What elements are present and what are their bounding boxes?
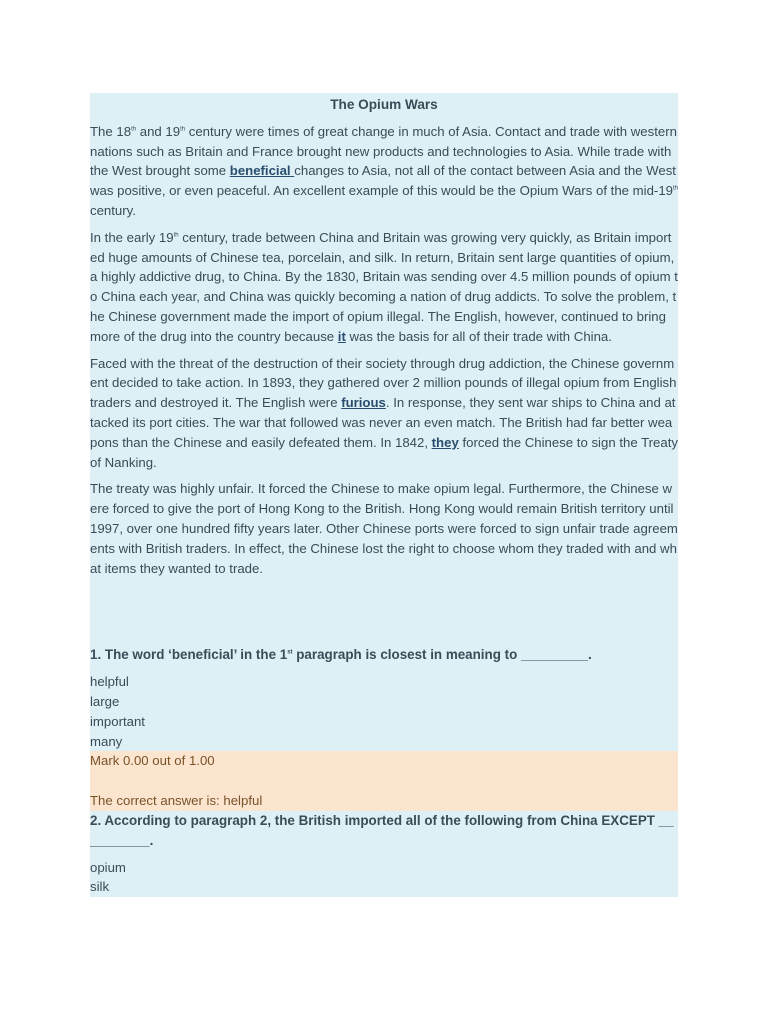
q1-mark: Mark 0.00 out of 1.00	[90, 753, 215, 769]
q2-option-silk[interactable]: silk	[90, 879, 110, 895]
q1-option-many[interactable]: many	[90, 733, 123, 749]
q1-option-large[interactable]: large	[90, 693, 120, 709]
keyword-it: it	[337, 328, 346, 344]
keyword-they: they	[431, 434, 459, 450]
section-gap	[90, 585, 678, 639]
paragraph-3: Faced with the threat of the destruction of their society through drug addiction, the Chinese government decided to take action. In 1893, they gathered over 2 million pounds of illegal opium from English traders and destroyed it. The English were furious. In response, they sent war ships to China and attacked its port cities. The war that followed was never an even match. The British had far better weapons than the Chinese and easily defeated them. In 1842, they forced the Chinese to sign the Treaty of Nanking.	[90, 355, 678, 470]
paragraph-2: In the early 19th century, trade between China and Britain was growing very quickly, as Britain imported huge amounts of Chinese tea, porcelain, and silk. In return, Britain sent large quantities of opium, a highly addictive drug, to China. By the 1830, Britain was sending over 4.5 million pounds of opium to China each year, and China was quickly becoming a nation of drug addicts. To solve the problem, the Chinese government made the import of opium illegal. The English, however, continued to bring more of the drug into the country because it was the basis for all of their trade with China.	[90, 229, 678, 344]
q1-feedback	[90, 751, 678, 811]
q2-option-opium[interactable]: opium	[90, 859, 126, 875]
question-2: 2. According to paragraph 2, the British imported all of the following from China EXCEPT __________.	[90, 812, 674, 848]
keyword-beneficial: beneficial	[229, 163, 295, 179]
question-1: 1. The word ‘beneficial’ in the 1st paragraph is closest in meaning to _________.	[90, 647, 592, 663]
reading-passage-sheet	[90, 93, 678, 897]
paragraph-4: The treaty was highly unfair. It forced the Chinese to make opium legal. Furthermore, the Chinese were forced to give the port of Hong Kong to the British. Hong Kong would remain British territory until 1997, over one hundred fifty years later. Other Chinese ports were forced to sign unfair trade agreements with British traders. In effect, the Chinese lost the right to choose whom they traded with and what items they wanted to trade.	[90, 481, 678, 576]
keyword-furious: furious	[341, 395, 386, 411]
paragraph-1: The 18th and 19th century were times of great change in much of Asia. Contact and trade with western nations such as Britain and France brought new products and technologies to Asia. While trade with the West brought some beneficial changes to Asia, not all of the contact between Asia and the West was positive, or even peaceful. An excellent example of this would be the Opium Wars of the mid-19th century.	[90, 123, 679, 218]
page-title: The Opium Wars	[330, 97, 438, 112]
q1-correct-answer: The correct answer is: helpful	[90, 793, 263, 809]
q1-option-helpful[interactable]: helpful	[90, 674, 129, 690]
q1-option-important[interactable]: important	[90, 713, 145, 729]
